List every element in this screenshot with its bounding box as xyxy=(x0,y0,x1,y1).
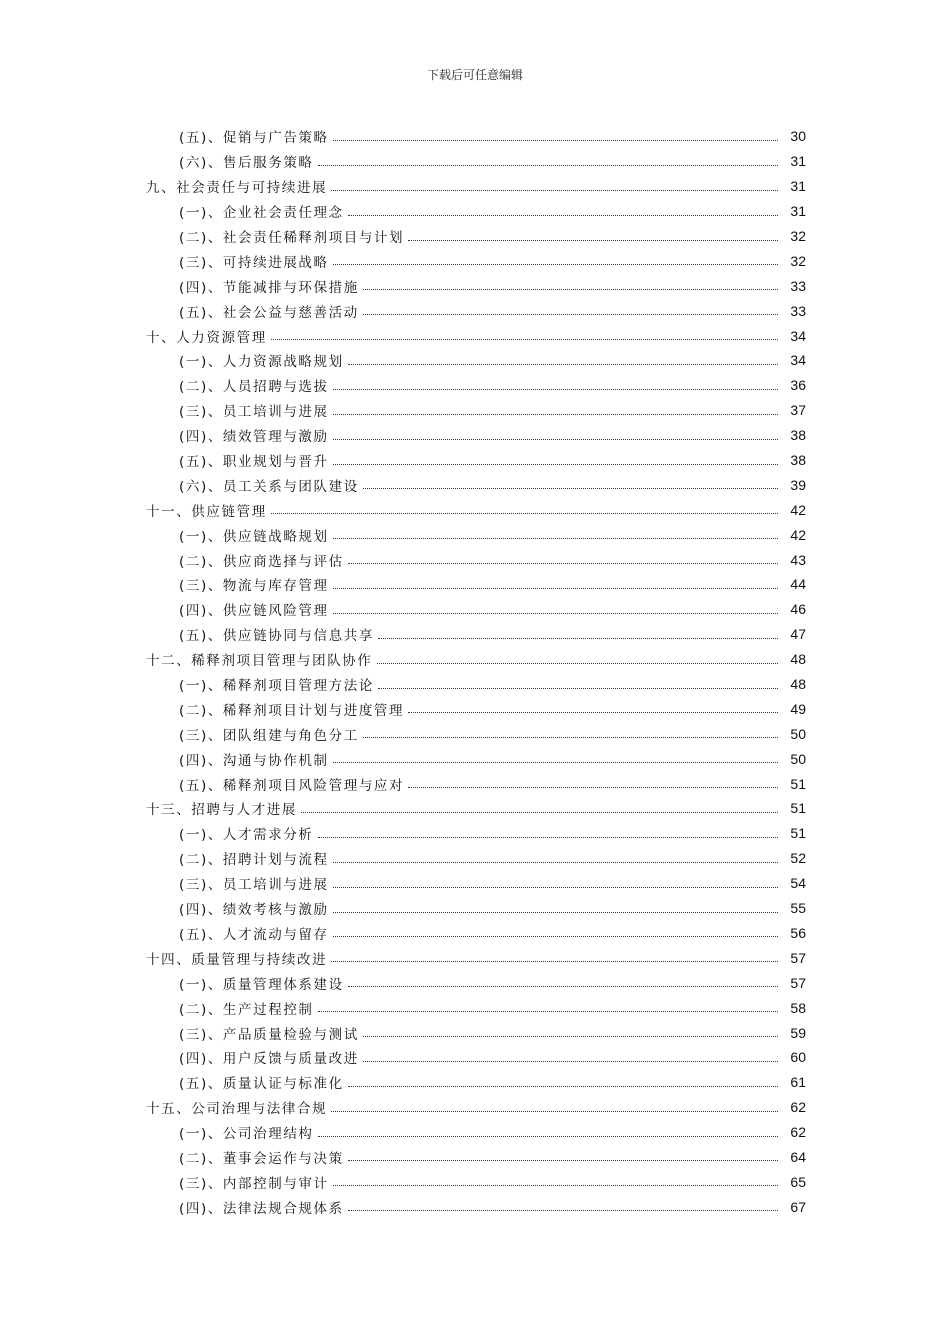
toc-section-entry[interactable] xyxy=(0,622,950,647)
toc-entry-title: (二)、招聘计划与流程 xyxy=(179,848,331,868)
toc-entry-title: (四)、供应链风险管理 xyxy=(179,599,331,619)
toc-entry-title: (二)、供应商选择与评估 xyxy=(179,550,346,570)
toc-dot-leader xyxy=(363,275,778,290)
toc-dot-leader xyxy=(377,649,779,664)
toc-dot-leader xyxy=(363,474,778,489)
toc-entry-title: (三)、团队组建与角色分工 xyxy=(179,724,361,744)
toc-section-entry[interactable] xyxy=(0,572,950,597)
toc-entry-page-number: 38 xyxy=(790,427,806,444)
toc-section-entry[interactable] xyxy=(0,248,950,273)
toc-dot-leader xyxy=(378,674,778,689)
toc-entry-title: 十、人力资源管理 xyxy=(146,326,269,346)
toc-entry-page-number: 60 xyxy=(790,1049,806,1066)
toc-dot-leader xyxy=(318,997,778,1012)
toc-dot-leader xyxy=(333,1171,778,1186)
toc-section-entry[interactable] xyxy=(0,547,950,572)
toc-dot-leader xyxy=(333,400,778,415)
toc-entry-page-number: 31 xyxy=(790,178,806,195)
toc-dot-leader xyxy=(348,1196,778,1211)
toc-section-entry[interactable] xyxy=(0,995,950,1020)
toc-dot-leader xyxy=(363,1047,778,1062)
toc-entry-page-number: 51 xyxy=(790,800,806,817)
toc-section-entry[interactable] xyxy=(0,522,950,547)
toc-section-entry[interactable] xyxy=(0,1070,950,1095)
toc-section-entry[interactable] xyxy=(0,1020,950,1045)
toc-entry-page-number: 67 xyxy=(790,1198,806,1215)
toc-chapter-entry[interactable] xyxy=(0,796,950,821)
toc-entry-page-number: 57 xyxy=(790,949,806,966)
toc-entry-page-number: 59 xyxy=(790,1024,806,1041)
toc-section-entry[interactable] xyxy=(0,1145,950,1170)
toc-dot-leader xyxy=(318,151,778,166)
toc-dot-leader xyxy=(318,823,778,838)
toc-section-entry[interactable] xyxy=(0,124,950,149)
toc-entry-title: 十一、供应链管理 xyxy=(146,500,269,520)
toc-section-entry[interactable] xyxy=(0,472,950,497)
toc-entry-page-number: 47 xyxy=(790,626,806,643)
toc-entry-page-number: 65 xyxy=(790,1173,806,1190)
toc-dot-leader xyxy=(333,599,778,614)
toc-entry-title: (四)、用户反馈与质量改进 xyxy=(179,1047,361,1067)
toc-entry-title: (二)、人员招聘与选拔 xyxy=(179,375,331,395)
toc-entry-title: (三)、物流与库存管理 xyxy=(179,574,331,594)
toc-entry-page-number: 64 xyxy=(790,1148,806,1165)
toc-dot-leader xyxy=(363,723,778,738)
toc-chapter-entry[interactable] xyxy=(0,647,950,672)
toc-chapter-entry[interactable] xyxy=(0,945,950,970)
toc-entry-title: (四)、节能减排与环保措施 xyxy=(179,276,361,296)
toc-section-entry[interactable] xyxy=(0,821,950,846)
toc-chapter-entry[interactable] xyxy=(0,497,950,522)
toc-dot-leader xyxy=(271,499,778,514)
table-of-contents xyxy=(0,124,950,1219)
toc-chapter-entry[interactable] xyxy=(0,174,950,199)
toc-dot-leader xyxy=(333,748,778,763)
toc-entry-page-number: 37 xyxy=(790,402,806,419)
toc-section-entry[interactable] xyxy=(0,398,950,423)
toc-entry-page-number: 61 xyxy=(790,1074,806,1091)
toc-section-entry[interactable] xyxy=(0,921,950,946)
toc-section-entry[interactable] xyxy=(0,696,950,721)
toc-dot-leader xyxy=(363,1022,778,1037)
toc-dot-leader xyxy=(348,350,778,365)
toc-entry-page-number: 42 xyxy=(790,501,806,518)
toc-section-entry[interactable] xyxy=(0,348,950,373)
toc-entry-page-number: 57 xyxy=(790,974,806,991)
toc-entry-title: 十二、稀释剂项目管理与团队协作 xyxy=(146,649,375,669)
toc-entry-page-number: 36 xyxy=(790,377,806,394)
toc-entry-page-number: 55 xyxy=(790,900,806,917)
toc-section-entry[interactable] xyxy=(0,871,950,896)
toc-dot-leader xyxy=(333,873,778,888)
toc-section-entry[interactable] xyxy=(0,298,950,323)
toc-dot-leader xyxy=(408,773,778,788)
toc-entry-page-number: 31 xyxy=(790,153,806,170)
toc-entry-title: (四)、法律法规合规体系 xyxy=(179,1197,346,1217)
toc-dot-leader xyxy=(331,1097,778,1112)
toc-dot-leader xyxy=(333,524,778,539)
toc-entry-page-number: 52 xyxy=(790,850,806,867)
toc-entry-page-number: 33 xyxy=(790,302,806,319)
toc-entry-page-number: 39 xyxy=(790,476,806,493)
toc-entry-title: (五)、供应链协同与信息共享 xyxy=(179,624,376,644)
toc-dot-leader xyxy=(378,624,778,639)
toc-section-entry[interactable] xyxy=(0,721,950,746)
toc-entry-page-number: 43 xyxy=(790,551,806,568)
toc-entry-page-number: 38 xyxy=(790,452,806,469)
toc-section-entry[interactable] xyxy=(0,423,950,448)
toc-entry-page-number: 32 xyxy=(790,228,806,244)
toc-entry-title: (一)、人才需求分析 xyxy=(179,823,316,843)
toc-section-entry[interactable] xyxy=(0,1194,950,1219)
toc-entry-title: (三)、员工培训与进展 xyxy=(179,873,331,893)
toc-entry-title: (一)、供应链战略规划 xyxy=(179,525,331,545)
page-header: 下载后可任意编辑 xyxy=(426,68,523,82)
toc-section-entry[interactable] xyxy=(0,597,950,622)
toc-dot-leader xyxy=(333,574,778,589)
toc-section-entry[interactable] xyxy=(0,1045,950,1070)
toc-entry-title: (四)、沟通与协作机制 xyxy=(179,749,331,769)
toc-dot-leader xyxy=(331,947,778,962)
toc-entry-page-number: 50 xyxy=(790,725,806,742)
toc-section-entry[interactable] xyxy=(0,970,950,995)
toc-entry-title: 十四、质量管理与持续改进 xyxy=(146,948,329,968)
toc-dot-leader xyxy=(333,375,778,390)
toc-entry-page-number: 33 xyxy=(790,277,806,294)
toc-section-entry[interactable] xyxy=(0,1169,950,1194)
toc-entry-title: 十五、公司治理与法律合规 xyxy=(146,1097,329,1117)
toc-entry-title: (一)、质量管理体系建设 xyxy=(179,973,346,993)
toc-dot-leader xyxy=(331,176,778,191)
toc-dot-leader xyxy=(333,450,778,465)
toc-dot-leader xyxy=(348,201,778,216)
toc-dot-leader xyxy=(333,848,778,863)
toc-dot-leader xyxy=(363,300,778,315)
toc-entry-title: (五)、职业规划与晋升 xyxy=(179,450,331,470)
toc-entry-page-number: 49 xyxy=(790,700,806,717)
toc-entry-title: (五)、社会公益与慈善活动 xyxy=(179,301,361,321)
toc-entry-page-number: 48 xyxy=(790,676,806,693)
toc-dot-leader xyxy=(333,126,778,141)
toc-entry-page-number: 62 xyxy=(790,1099,806,1116)
toc-dot-leader xyxy=(333,922,778,937)
toc-entry-title: (一)、人力资源战略规划 xyxy=(179,350,346,370)
toc-entry-title: 九、社会责任与可持续进展 xyxy=(146,176,329,196)
toc-entry-title: (三)、内部控制与审计 xyxy=(179,1172,331,1192)
toc-section-entry[interactable] xyxy=(0,448,950,473)
toc-entry-page-number: 56 xyxy=(790,924,806,941)
toc-dot-leader xyxy=(301,798,778,813)
toc-entry-title: (一)、企业社会责任理念 xyxy=(179,201,346,221)
toc-entry-title: (一)、稀释剂项目管理方法论 xyxy=(179,674,376,694)
toc-section-entry[interactable] xyxy=(0,746,950,771)
toc-entry-title: 十三、招聘与人才进展 xyxy=(146,798,299,818)
toc-entry-title: (四)、绩效管理与激励 xyxy=(179,425,331,445)
toc-entry-page-number: 51 xyxy=(790,825,806,842)
toc-dot-leader xyxy=(333,898,778,913)
toc-entry-page-number: 32 xyxy=(790,252,806,269)
toc-entry-page-number: 48 xyxy=(790,651,806,668)
toc-entry-page-number: 46 xyxy=(790,601,806,618)
toc-dot-leader xyxy=(318,1122,778,1137)
toc-entry-page-number: 30 xyxy=(790,128,806,145)
toc-dot-leader xyxy=(408,226,778,241)
toc-entry-title: (五)、稀释剂项目风险管理与应对 xyxy=(179,774,406,794)
toc-dot-leader xyxy=(333,425,778,440)
toc-entry-title: (五)、质量认证与标准化 xyxy=(179,1072,346,1092)
toc-entry-title: (三)、员工培训与进展 xyxy=(179,400,331,420)
toc-entry-title: (五)、人才流动与留存 xyxy=(179,923,331,943)
toc-entry-page-number: 44 xyxy=(790,576,806,593)
toc-section-entry[interactable] xyxy=(0,1120,950,1145)
toc-dot-leader xyxy=(348,972,778,987)
toc-dot-leader xyxy=(348,549,778,564)
toc-section-entry[interactable] xyxy=(0,373,950,398)
toc-chapter-entry[interactable] xyxy=(0,323,950,348)
toc-entry-page-number: 34 xyxy=(790,352,806,369)
toc-entry-page-number: 54 xyxy=(790,875,806,892)
toc-dot-leader xyxy=(271,325,778,340)
toc-section-entry[interactable] xyxy=(0,771,950,796)
toc-entry-page-number: 34 xyxy=(790,327,806,344)
toc-entry-title: (二)、生产过程控制 xyxy=(179,998,316,1018)
toc-section-entry[interactable] xyxy=(0,224,950,249)
toc-entry-page-number: 42 xyxy=(790,526,806,543)
toc-chapter-entry[interactable] xyxy=(0,1095,950,1120)
toc-entry-title: (六)、售后服务策略 xyxy=(179,151,316,171)
toc-entry-title: (二)、社会责任稀释剂项目与计划 xyxy=(179,226,406,246)
toc-entry-title: (三)、可持续进展战略 xyxy=(179,251,331,271)
toc-dot-leader xyxy=(348,1072,778,1087)
toc-entry-title: (六)、员工关系与团队建设 xyxy=(179,475,361,495)
toc-section-entry[interactable] xyxy=(0,199,950,224)
toc-entry-title: (四)、绩效考核与激励 xyxy=(179,898,331,918)
toc-entry-title: (二)、董事会运作与决策 xyxy=(179,1147,346,1167)
toc-entry-page-number: 62 xyxy=(790,1124,806,1141)
toc-dot-leader xyxy=(408,698,778,713)
toc-section-entry[interactable] xyxy=(0,846,950,871)
toc-section-entry[interactable] xyxy=(0,149,950,174)
toc-entry-title: (三)、产品质量检验与测试 xyxy=(179,1023,361,1043)
toc-entry-page-number: 31 xyxy=(790,203,806,220)
toc-entry-title: (五)、促销与广告策略 xyxy=(179,126,331,146)
toc-dot-leader xyxy=(348,1146,778,1161)
toc-section-entry[interactable] xyxy=(0,273,950,298)
toc-dot-leader xyxy=(333,250,778,265)
toc-section-entry[interactable] xyxy=(0,896,950,921)
toc-section-entry[interactable] xyxy=(0,672,950,697)
toc-entry-page-number: 50 xyxy=(790,750,806,767)
toc-entry-title: (二)、稀释剂项目计划与进度管理 xyxy=(179,699,406,719)
toc-entry-title: (一)、公司治理结构 xyxy=(179,1122,316,1142)
toc-entry-page-number: 58 xyxy=(790,999,806,1016)
toc-entry-page-number: 51 xyxy=(790,775,806,792)
